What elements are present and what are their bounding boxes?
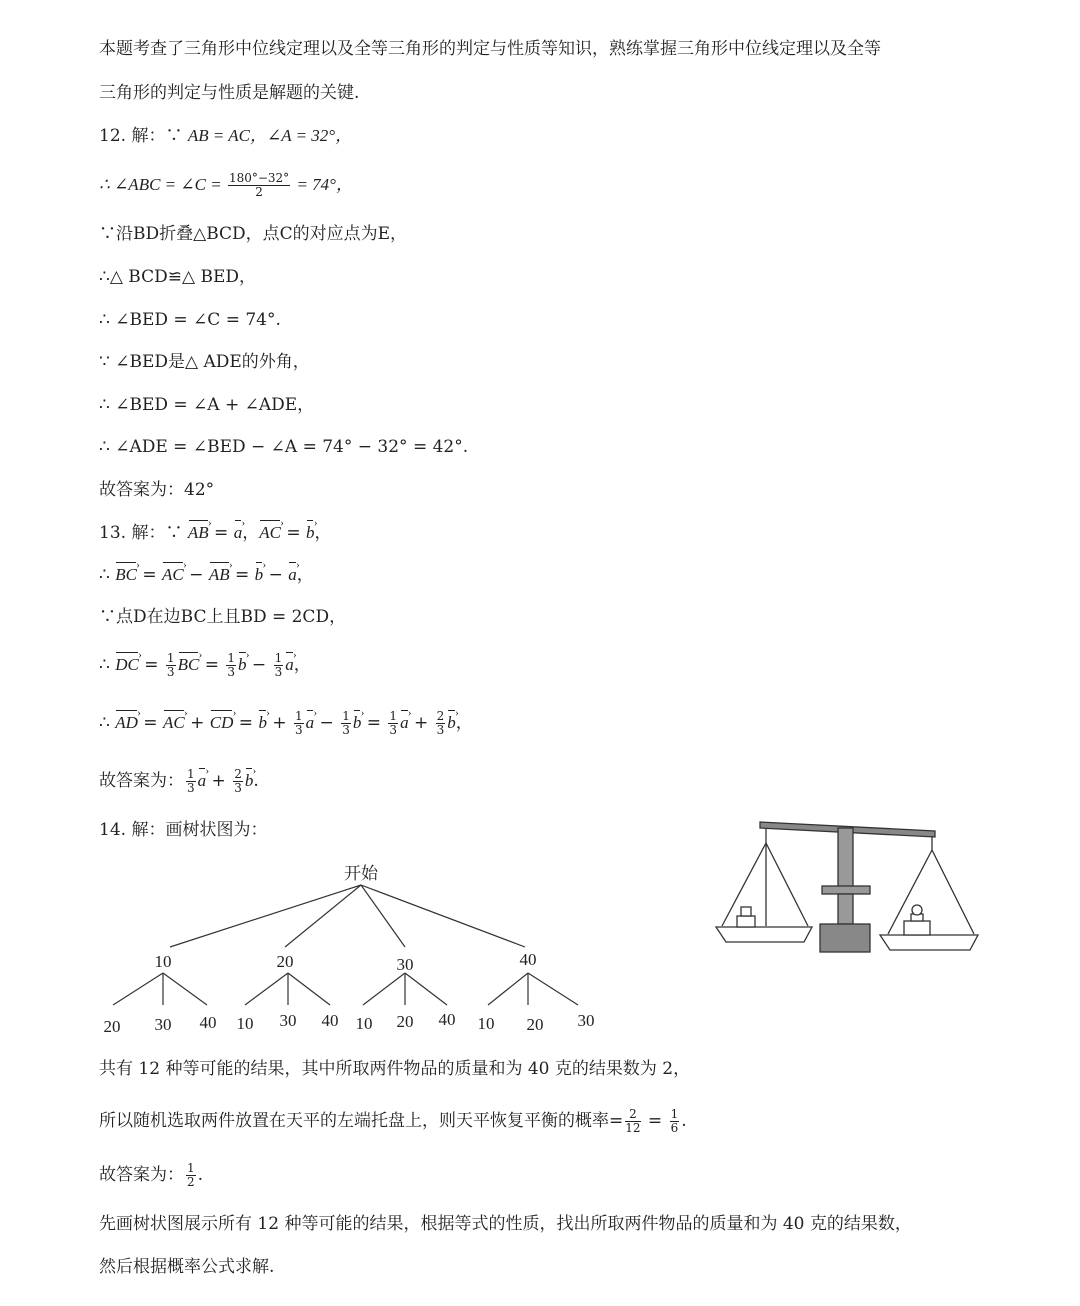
tree-leaf: 30 bbox=[154, 1015, 172, 1034]
q12-line-7: ∴ ∠BED = ∠A + ∠ADE， bbox=[99, 395, 315, 415]
q13-line-4: ∴ DC › = $\frac{1}{3}$ BC › = $\frac{1}{3}$ b › − $\frac{1}{3}$ a ›， bbox=[99, 652, 311, 679]
analysis-line-2: 然后根据概率公式求解. bbox=[99, 1257, 275, 1277]
tree-leaf: 10 bbox=[236, 1014, 254, 1033]
q14-answer: 故答案为： $\frac{1}{2}$ . bbox=[99, 1161, 204, 1189]
tree-leaf: 30 bbox=[279, 1011, 297, 1030]
tree-diagram bbox=[95, 855, 605, 1040]
tree-node: 40 bbox=[519, 950, 537, 969]
q12-line-1: 12. 解：∵ AB = AC，∠A = 32°， bbox=[99, 126, 353, 146]
analysis-line-1: 先画树状图展示所有 12 种等可能的结果，根据等式的性质，找出所取两件物品的质量和为 40 克的结果数， bbox=[99, 1214, 912, 1234]
tree-leaf: 30 bbox=[577, 1011, 595, 1030]
q12-line-6: ∵ ∠BED是△ ADE的外角， bbox=[99, 352, 310, 372]
q12-line-2: ∴ ∠ABC = ∠C = $\frac{180^\circ-32^\circ}{2}$ = 74°， bbox=[99, 171, 353, 199]
q12-line-3: ∵沿BD折叠△BCD，点C的对应点为E， bbox=[99, 224, 408, 244]
balance-scale-illustration bbox=[712, 818, 982, 958]
fraction: $\frac{180^\circ-32^\circ}{2}$ bbox=[228, 171, 290, 199]
q13-line-5: ∴ AD › = AC › + CD › = b › + $\frac{1}{3}$ a › − $\frac{1}{3}$ b › = $\frac{1}{3}$ a › + $\frac{2}{3}$ b ›， bbox=[99, 710, 473, 737]
q14-line-3: 所以随机选取两件放置在天平的左端托盘上，则天平恢复平衡的概率= $\frac{2}{12}$ = $\frac{1}{6}$ . bbox=[99, 1107, 687, 1135]
q14-line-1: 14. 解：画树状图为： bbox=[99, 820, 268, 840]
tree-leaf: 20 bbox=[526, 1015, 544, 1034]
tree-root: 开始 bbox=[344, 864, 378, 883]
intro-line-1: 本题考查了三角形中位线定理以及全等三角形的判定与性质等知识，熟练掌握三角形中位线定理以及全等 bbox=[99, 39, 881, 59]
tree-leaf: 40 bbox=[199, 1013, 217, 1032]
tree-leaf: 40 bbox=[438, 1010, 456, 1029]
q13-answer: 故答案为： $\frac{1}{3}$ a › + $\frac{2}{3}$ b ›. bbox=[99, 768, 259, 795]
tree-leaf: 10 bbox=[477, 1014, 495, 1033]
q12-line-8: ∴ ∠ADE = ∠BED − ∠A = 74° − 32° = 42°. bbox=[99, 437, 469, 457]
intro-line-2: 三角形的判定与性质是解题的关键. bbox=[99, 83, 360, 103]
tree-node: 20 bbox=[276, 952, 294, 971]
tree-node: 30 bbox=[396, 955, 414, 974]
q14-line-2: 共有 12 种等可能的结果，其中所取两件物品的质量和为 40 克的结果数为 2， bbox=[99, 1059, 691, 1079]
q12-line-4: ∴△ BCD≌△ BED， bbox=[99, 267, 256, 287]
tree-leaf: 40 bbox=[321, 1011, 339, 1030]
q13-line-2: ∴ BC › = AC › − AB › = b › − a ›， bbox=[99, 563, 314, 587]
tree-node: 10 bbox=[154, 952, 172, 971]
q13-line-3: ∵点D在边BC上且BD = 2CD， bbox=[99, 607, 347, 627]
q12-line-5: ∴ ∠BED = ∠C = 74°. bbox=[99, 310, 281, 330]
q12-answer: 故答案为：42° bbox=[99, 480, 215, 500]
tree-leaf: 20 bbox=[396, 1012, 414, 1031]
tree-leaf: 10 bbox=[355, 1014, 373, 1033]
tree-leaf: 20 bbox=[103, 1017, 121, 1036]
q13-line-1: 13. 解：∵ AB › = a ›，AC › = b ›， bbox=[99, 521, 331, 545]
